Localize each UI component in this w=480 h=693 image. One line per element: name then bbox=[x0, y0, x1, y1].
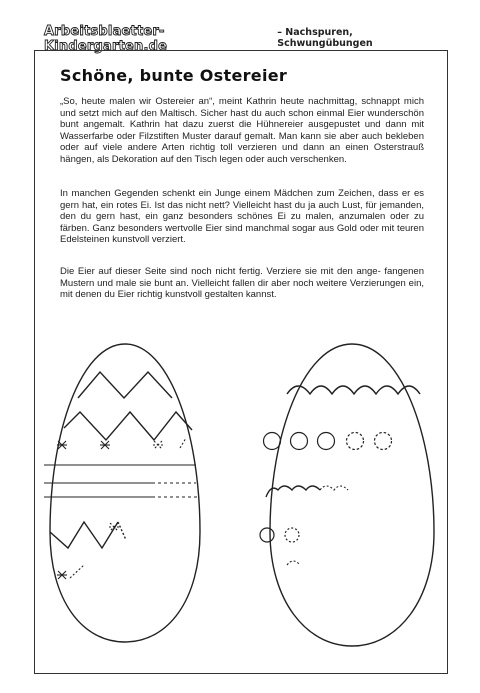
zigzag-row-3 bbox=[50, 522, 118, 548]
star-icon bbox=[153, 441, 163, 449]
zigzag-row-1 bbox=[78, 372, 172, 398]
small-circle-row bbox=[260, 528, 299, 542]
worksheet-title: Schöne, bunte Ostereier bbox=[60, 66, 288, 85]
zigzag-row-2 bbox=[64, 412, 192, 440]
star-icon bbox=[57, 441, 67, 449]
left-egg bbox=[44, 344, 200, 642]
scallop-row bbox=[287, 386, 420, 394]
small-scallop-row bbox=[266, 486, 320, 497]
star-row bbox=[57, 438, 186, 449]
dashed-tail bbox=[287, 561, 300, 565]
dashed-hatch bbox=[57, 565, 84, 579]
intro-paragraph: „So, heute malen wir Ostereier an“, meint Kathrin heute nachmittag, schnappt mich und setzt mich auf den Maltisch. Sicher hast du auch schon einmal Eier wunderschön bunt angemalt. Kathrin hat dazu zuerst die Hühnereier ausgepustet und dann mit Wasserfarbe oder Filzstiften Muster darauf gemalt. Man kann sie aber auch bekleben oder auf viele andere Arten richtig toll verzieren und dann an einen Osterstrauß hängen, als Dekoration auf den Tisch legen oder auch verschenken. bbox=[60, 96, 424, 165]
star-icon bbox=[100, 441, 110, 449]
header-subtitle: – Nachspuren, Schwungübungen bbox=[277, 27, 373, 49]
circle-row bbox=[264, 433, 392, 450]
right-egg bbox=[260, 344, 434, 646]
line-band bbox=[44, 465, 200, 497]
instruction-paragraph: Die Eier auf dieser Seite sind noch nicht fertig. Verziere sie mit den ange- fangenen Mustern und male sie bunt an. Vielleicht fallen dir aber noch weitere Verzierungen ein, mit denen du Eier richtig kunstvoll gestalten kannst. bbox=[60, 266, 424, 301]
right-egg-outline bbox=[270, 344, 434, 646]
story-paragraph: In manchen Gegenden schenkt ein Junge einem Mädchen zum Zeichen, dass er es gern hat, ein rotes Ei. Ist das nicht nett? Vielleicht hast du ja auch Lust, für jemanden, den du gern hast, ein ganz besonders schönes Ei zu malen, anzumalen oder zu färben. Ganz besonders wertvolle Eier sind manchmal sogar aus Gold oder mit teuren Edelsteinen kunstvoll verziert. bbox=[60, 188, 424, 246]
site-name: Arbeitsblaetter-Kindergarten.de bbox=[44, 24, 168, 54]
left-egg-outline bbox=[50, 344, 200, 642]
